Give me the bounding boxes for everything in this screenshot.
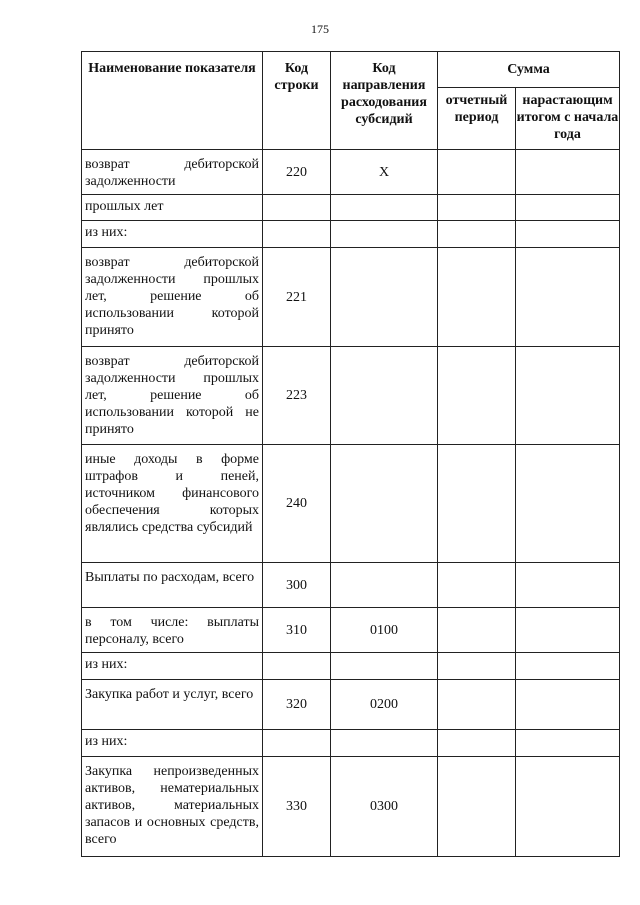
row-name: возврат дебиторской задолженности прошлых лет, решение об использовании которой не принято	[82, 347, 263, 445]
header-name: Наименование показателя	[82, 52, 263, 150]
row-name: иные доходы в форме штрафов и пеней, источником финансового обеспечения которых являлись средства субсидий	[82, 445, 263, 563]
row-period	[438, 680, 516, 730]
row-name: прошлых лет	[82, 195, 263, 221]
row-code: 330	[263, 757, 331, 857]
row-code	[263, 195, 331, 221]
row-name: Выплаты по расходам, всего	[82, 563, 263, 608]
table-row	[82, 680, 620, 730]
row-direction-code	[331, 730, 438, 757]
row-name: Закупка работ и услуг, всего	[82, 680, 263, 730]
row-code: 240	[263, 445, 331, 563]
row-name: в том числе: выплаты персоналу, всего	[82, 608, 263, 653]
row-cumulative	[516, 347, 620, 445]
row-period	[438, 347, 516, 445]
row-period	[438, 730, 516, 757]
row-direction-code: X	[331, 150, 438, 195]
row-name: возврат дебиторской задолженности прошлых лет, решение об использовании которой принято	[82, 248, 263, 347]
table-row	[82, 653, 620, 680]
report-table	[81, 51, 620, 857]
row-direction-code	[331, 221, 438, 248]
row-cumulative	[516, 563, 620, 608]
row-name: из них:	[82, 730, 263, 757]
row-name: Закупка непроизведенных активов, нематериальных активов, материальных запасов и основных средств, всего	[82, 757, 263, 857]
row-direction-code	[331, 347, 438, 445]
header-direction-code: Код направления расходования субсидий	[331, 52, 438, 150]
header-sum-period: отчетный период	[438, 88, 516, 150]
row-period	[438, 150, 516, 195]
row-period	[438, 195, 516, 221]
row-name: из них:	[82, 221, 263, 248]
row-cumulative	[516, 221, 620, 248]
row-period	[438, 221, 516, 248]
row-code: 320	[263, 680, 331, 730]
row-direction-code	[331, 248, 438, 347]
row-period	[438, 445, 516, 563]
row-direction-code	[331, 563, 438, 608]
row-direction-code: 0200	[331, 680, 438, 730]
header-sum: Сумма	[438, 52, 620, 88]
row-code: 223	[263, 347, 331, 445]
row-direction-code: 0300	[331, 757, 438, 857]
table-row	[82, 445, 620, 563]
row-code: 220	[263, 150, 331, 195]
row-cumulative	[516, 608, 620, 653]
header-sum-cumulative: нарастающим итогом с начала года	[516, 88, 620, 150]
page-number: 175	[311, 22, 329, 36]
table-row	[82, 563, 620, 608]
row-code: 221	[263, 248, 331, 347]
row-direction-code	[331, 195, 438, 221]
row-period	[438, 757, 516, 857]
table-row	[82, 608, 620, 653]
row-cumulative	[516, 680, 620, 730]
header-row-code: Код строки	[263, 52, 331, 150]
row-code	[263, 221, 331, 248]
row-direction-code	[331, 653, 438, 680]
table-row	[82, 248, 620, 347]
table-row	[82, 150, 620, 195]
row-cumulative	[516, 653, 620, 680]
header-row	[82, 52, 620, 88]
table-row	[82, 195, 620, 221]
row-cumulative	[516, 445, 620, 563]
row-cumulative	[516, 150, 620, 195]
row-code	[263, 730, 331, 757]
row-period	[438, 653, 516, 680]
table-row	[82, 730, 620, 757]
row-cumulative	[516, 730, 620, 757]
row-code	[263, 653, 331, 680]
row-name: из них:	[82, 653, 263, 680]
row-period	[438, 248, 516, 347]
row-code: 310	[263, 608, 331, 653]
row-cumulative	[516, 757, 620, 857]
row-name: возврат дебиторской задолженности	[82, 150, 263, 195]
row-cumulative	[516, 248, 620, 347]
row-direction-code	[331, 445, 438, 563]
table-row	[82, 347, 620, 445]
row-cumulative	[516, 195, 620, 221]
table-row	[82, 221, 620, 248]
row-period	[438, 563, 516, 608]
row-code: 300	[263, 563, 331, 608]
row-period	[438, 608, 516, 653]
table-row	[82, 757, 620, 857]
row-direction-code: 0100	[331, 608, 438, 653]
